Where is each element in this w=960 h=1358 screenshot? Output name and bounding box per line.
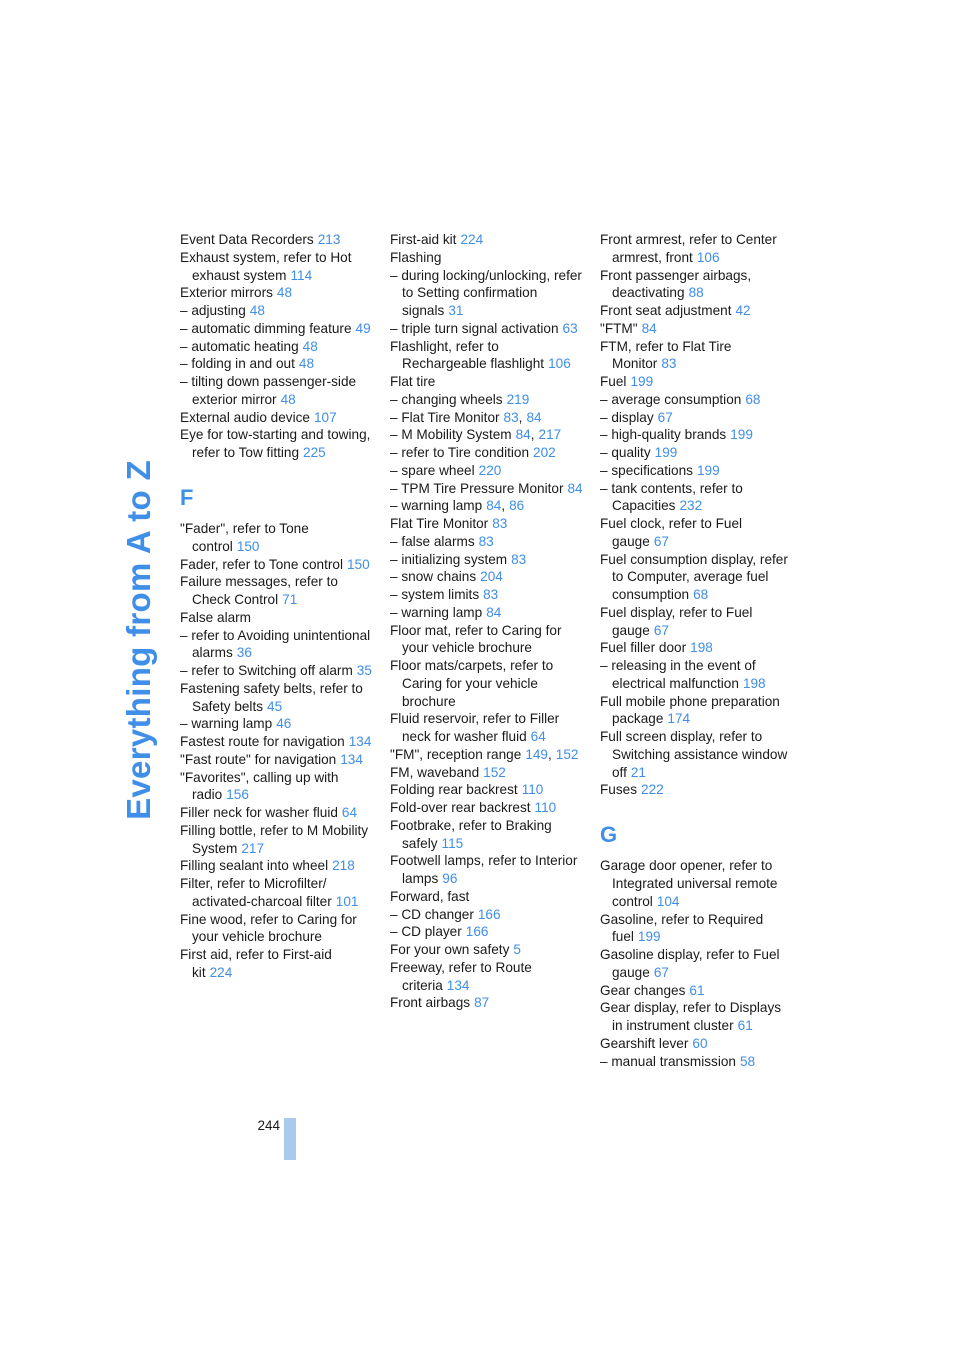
index-entry-term: – adjusting: [180, 303, 246, 318]
index-entry: [600, 946, 795, 982]
index-entry-term: Fluid reservoir, refer to Filler neck for washer fluid: [390, 711, 560, 744]
page-reference-link[interactable]: 152: [555, 746, 579, 762]
index-entry: [390, 622, 585, 658]
index-entry: [180, 715, 375, 733]
page-reference-link[interactable]: 83: [478, 533, 494, 549]
index-entry-term: – during locking/unlocking, refer to Setting confirmation signals: [390, 267, 582, 318]
page-reference-link[interactable]: 84: [515, 427, 531, 443]
index-entry-term: – high-quality brands: [600, 427, 727, 443]
page-reference-link[interactable]: 48: [280, 391, 296, 407]
index-entry: [180, 751, 375, 769]
index-entry: [180, 320, 375, 338]
page-reference-link[interactable]: 224: [209, 964, 233, 980]
index-entry: [600, 551, 795, 604]
index-entry: [390, 515, 585, 533]
page-reference-link[interactable]: 110: [534, 800, 557, 815]
page-reference-link[interactable]: 83: [661, 356, 677, 372]
page-reference-link[interactable]: 104: [656, 893, 680, 909]
page-reference-link[interactable]: 36: [236, 645, 252, 661]
index-entry: [180, 520, 375, 556]
index-entry-term: Gasoline display, refer to Fuel gauge: [600, 947, 780, 980]
index-entry-term: Folding rear backrest: [390, 782, 518, 798]
index-entry: [600, 409, 795, 427]
index-entry-term: Front armrest, refer to Center armrest, front: [600, 232, 777, 265]
page-reference-link[interactable]: 83: [492, 516, 508, 531]
index-entry-term: Exhaust system, refer to Hot exhaust system: [180, 249, 352, 283]
page-reference-link[interactable]: 21: [630, 764, 646, 780]
page-reference-link[interactable]: 58: [740, 1053, 756, 1069]
page-reference-link[interactable]: 199: [637, 929, 661, 945]
index-entry-term: Gear display, refer to Displays in instrument cluster: [600, 1000, 782, 1033]
page-reference-link[interactable]: 49: [355, 320, 371, 336]
index-entry-term: – snow chains: [390, 569, 477, 585]
page-reference-link[interactable]: 198: [742, 675, 766, 691]
index-entry-term: Failure messages, refer to Check Control: [180, 574, 338, 607]
page-reference-link[interactable]: 46: [276, 716, 292, 732]
page-reference-link[interactable]: 88: [688, 285, 704, 301]
index-entry-term: – folding in and out: [180, 356, 295, 372]
index-entry-term: Event Data Recorders: [180, 232, 314, 247]
index-entry: [180, 857, 375, 875]
index-entry: [180, 556, 375, 574]
page-reference-link[interactable]: 60: [692, 1035, 708, 1051]
index-entry-term: – initializing system: [390, 551, 508, 567]
page-reference-link[interactable]: 5: [513, 942, 521, 957]
page-reference-link[interactable]: 107: [313, 409, 337, 425]
index-entry-term: Filter, refer to Microfilter/ activated-charcoal filter: [180, 876, 332, 909]
index-entry: [390, 710, 585, 746]
page-reference-link[interactable]: 67: [657, 409, 673, 425]
index-entry-term: Gear changes: [600, 982, 686, 998]
index-entry-term: First-aid kit: [390, 232, 457, 247]
page-reference-link[interactable]: 83: [503, 409, 519, 425]
page-reference-link[interactable]: 198: [690, 640, 713, 656]
index-entry: [180, 946, 375, 982]
index-entry: [390, 568, 585, 586]
index-entry-term: – refer to Tire condition: [390, 445, 530, 460]
index-entry-term: Eye for tow-starting and towing, refer to Tow fitting: [180, 427, 371, 460]
page-reference-link[interactable]: 84: [567, 480, 583, 496]
index-entry-term: – automatic heating: [180, 338, 299, 354]
page-reference-link[interactable]: 106: [548, 356, 571, 372]
index-entry: [390, 267, 585, 320]
page-reference-link[interactable]: 174: [667, 711, 691, 727]
index-entry-term: – false alarms: [390, 533, 475, 549]
index-entry: [600, 639, 795, 657]
index-entry-term: Fader, refer to Tone control: [180, 556, 343, 572]
index-column-2: [390, 231, 585, 1012]
index-entry: [390, 764, 585, 782]
index-entry: [180, 284, 375, 302]
index-entry: [390, 373, 585, 391]
page-reference-link[interactable]: 84: [486, 498, 502, 514]
page-reference-link[interactable]: 48: [276, 285, 293, 301]
index-entry-term: – warning lamp: [180, 716, 273, 732]
page-reference-link[interactable]: 35: [356, 663, 372, 678]
index-entry: [600, 728, 795, 781]
page-reference-link[interactable]: 224: [460, 232, 484, 247]
index-entry-term: Flat Tire Monitor: [390, 516, 489, 531]
page-ref-separator: ,: [548, 746, 552, 762]
index-entry-term: Fold-over rear backrest: [390, 800, 531, 815]
index-group-g: [600, 857, 795, 1070]
index-entry: [180, 822, 375, 858]
index-entry-term: Footbrake, refer to Braking safely: [390, 817, 552, 851]
section-letter-g: G: [600, 821, 618, 847]
page-reference-link[interactable]: 48: [249, 303, 265, 318]
index-entry: [390, 338, 585, 374]
index-entry: [180, 609, 375, 627]
index-entry: [180, 875, 375, 911]
page-reference-link[interactable]: 222: [641, 782, 664, 798]
page-reference-link[interactable]: 166: [477, 906, 501, 922]
index-entry: [390, 604, 585, 622]
index-entry-term: FM, waveband: [390, 764, 480, 780]
page-reference-link[interactable]: 84: [526, 409, 542, 425]
index-entry: [180, 355, 375, 373]
index-column-1: [180, 231, 375, 982]
index-entry-term: – spare wheel: [390, 462, 475, 478]
index-entry-term: Fuel clock, refer to Fuel gauge: [600, 516, 743, 549]
page-reference-link[interactable]: 134: [348, 734, 372, 749]
index-entry-term: – CD changer: [390, 906, 474, 922]
index-entry-term: False alarm: [180, 609, 252, 625]
page-ref-separator: ,: [501, 498, 506, 514]
index-entry-term: Fuses: [600, 782, 638, 798]
page-reference-link[interactable]: 225: [303, 445, 326, 460]
index-entry: [390, 551, 585, 569]
index-entry: [180, 338, 375, 356]
index-entry: [600, 982, 795, 1000]
page-reference-link[interactable]: 219: [506, 391, 530, 407]
index-column-3: [600, 231, 795, 1070]
index-entry: [390, 391, 585, 409]
page-reference-link[interactable]: 114: [290, 267, 313, 283]
page-reference-link[interactable]: 61: [689, 982, 705, 998]
index-entry-term: Exterior mirrors: [180, 285, 273, 301]
page-reference-link[interactable]: 71: [282, 592, 298, 607]
page-reference-link[interactable]: 67: [653, 533, 669, 549]
index-entry: [180, 662, 375, 680]
index-entry: [180, 680, 375, 716]
index-entry-term: – average consumption: [600, 391, 742, 407]
page-marker-bar: [284, 1118, 296, 1160]
page-reference-link[interactable]: 48: [302, 338, 318, 354]
index-entry-term: Fine wood, refer to Caring for your vehicle brochure: [180, 911, 357, 945]
index-entry: [180, 911, 375, 947]
page-reference-link[interactable]: 217: [538, 427, 562, 443]
page-reference-link[interactable]: 217: [241, 840, 265, 856]
index-entry: [390, 959, 585, 995]
index-entry-term: – M Mobility System: [390, 427, 512, 443]
index-entry: [600, 857, 795, 910]
index-entry-term: – Flat Tire Monitor: [390, 409, 500, 425]
index-entry: [180, 804, 375, 822]
index-group-f: [180, 520, 375, 982]
index-entry-term: Fuel filler door: [600, 640, 687, 656]
index-entry: [390, 533, 585, 551]
index-entry-term: – quality: [600, 445, 651, 460]
index-entry-term: – changing wheels: [390, 391, 503, 407]
index-entry: [390, 249, 585, 267]
index-entry: [180, 373, 375, 409]
index-entry-term: Flashlight, refer to Rechargeable flashlight: [390, 338, 545, 372]
page-number: 244: [257, 1118, 280, 1133]
index-entry: [390, 799, 585, 817]
index-entry: [390, 320, 585, 338]
index-entry-term: – manual transmission: [600, 1053, 736, 1069]
index-entry-term: – specifications: [600, 462, 693, 478]
page-reference-link[interactable]: 86: [509, 498, 525, 514]
page-reference-link[interactable]: 87: [474, 995, 490, 1011]
index-entry-term: Gasoline, refer to Required fuel: [600, 911, 764, 945]
page-reference-link[interactable]: 134: [340, 751, 363, 767]
index-entry-term: – system limits: [390, 587, 480, 602]
page-reference-link[interactable]: 232: [679, 498, 703, 514]
side-section-title: [119, 230, 159, 1050]
index-entry-term: – triple turn signal activation: [390, 320, 559, 336]
index-entry: [390, 444, 585, 462]
index-entry-term: External audio device: [180, 409, 310, 425]
index-entry: [600, 480, 795, 516]
page-ref-separator: ,: [530, 427, 535, 443]
index-entry-term: "Fader", refer to Tone control: [180, 521, 309, 554]
page-reference-link[interactable]: 204: [480, 569, 503, 585]
page-reference-link[interactable]: 64: [530, 729, 546, 744]
index-entry: [600, 999, 795, 1035]
index-entry-term: "FM", reception range: [390, 746, 522, 762]
index-entry: [390, 746, 585, 764]
page-reference-link[interactable]: 220: [478, 462, 502, 478]
index-entry: [180, 733, 375, 751]
index-entry-term: Fastening safety belts, refer to Safety belts: [180, 680, 363, 714]
section-letter-f: F: [180, 484, 194, 510]
index-entry: [390, 409, 585, 427]
index-entry: [600, 391, 795, 409]
index-entry-term: Footwell lamps, refer to Interior lamps: [390, 853, 578, 886]
index-entry-term: – refer to Avoiding unintentional alarms: [180, 627, 371, 661]
page-reference-link[interactable]: 149: [525, 746, 548, 762]
index-group-f-continued: [390, 231, 585, 1012]
page-reference-link[interactable]: 64: [341, 805, 358, 820]
index-entry: [390, 462, 585, 480]
index-entry-term: Fastest route for navigation: [180, 734, 345, 749]
index-entry-term: For your own safety: [390, 942, 510, 957]
page-reference-link[interactable]: 202: [533, 445, 556, 460]
index-entry: [390, 941, 585, 959]
index-entry-term: – releasing in the event of electrical malfunction: [600, 658, 756, 691]
index-entry-term: Fuel display, refer to Fuel gauge: [600, 604, 753, 638]
page-reference-link[interactable]: 166: [465, 924, 489, 940]
page-reference-link[interactable]: 83: [483, 587, 499, 602]
index-entry: [390, 817, 585, 853]
index-group-e: [180, 231, 375, 462]
index-entry: [600, 462, 795, 480]
index-entry: [180, 409, 375, 427]
index-entry: [390, 906, 585, 924]
side-section-title-text: Everything from A to Z: [120, 460, 157, 820]
index-entry: [600, 267, 795, 303]
index-entry-term: Fuel consumption display, refer to Computer, average fuel consumption: [600, 551, 788, 602]
index-group-f-end: [600, 231, 795, 799]
index-entry: [600, 231, 795, 267]
index-entry-term: – CD player: [390, 924, 462, 940]
index-entry: [390, 852, 585, 888]
index-entry: [600, 604, 795, 640]
page-reference-link[interactable]: 150: [346, 556, 370, 572]
page-reference-link[interactable]: 213: [317, 232, 341, 247]
index-entry: [390, 231, 585, 249]
index-entry-term: "Favorites", calling up with radio: [180, 769, 339, 803]
index-entry-term: – tilting down passenger-side exterior mirror: [180, 374, 357, 407]
index-entry-term: Forward, fast: [390, 888, 470, 904]
index-entry-term: "FTM": [600, 320, 638, 336]
index-entry: [180, 627, 375, 663]
page-reference-link[interactable]: 42: [735, 303, 751, 318]
index-entry: [600, 1035, 795, 1053]
index-entry: [390, 923, 585, 941]
index-entry-term: "Fast route" for navigation: [180, 751, 337, 767]
index-entry: [390, 586, 585, 604]
index-entry: [390, 480, 585, 498]
page-reference-link[interactable]: 61: [737, 1018, 753, 1033]
index-entry: [390, 657, 585, 710]
index-entry-term: Flashing: [390, 249, 442, 265]
page-reference-link[interactable]: 63: [562, 320, 578, 336]
page-reference-link[interactable]: 110: [521, 782, 544, 798]
page-reference-link[interactable]: 218: [332, 858, 355, 874]
index-entry: [600, 693, 795, 729]
index-entry: [600, 657, 795, 693]
index-entry-term: – warning lamp: [390, 498, 483, 514]
page-reference-link[interactable]: 84: [641, 320, 657, 336]
page-reference-link[interactable]: 199: [696, 462, 720, 478]
index-entry: [390, 426, 585, 444]
page-reference-link[interactable]: 106: [696, 249, 720, 265]
index-entry-term: Filling sealant into wheel: [180, 858, 329, 874]
index-entry-term: – display: [600, 409, 654, 425]
page-reference-link[interactable]: 152: [483, 764, 506, 780]
index-entry-term: Front airbags: [390, 995, 471, 1011]
index-entry-term: – refer to Switching off alarm: [180, 663, 353, 678]
index-entry: [390, 888, 585, 906]
index-entry: [390, 781, 585, 799]
index-entry-term: Freeway, refer to Route criteria: [390, 959, 532, 993]
index-entry-term: Full mobile phone preparation package: [600, 693, 780, 727]
index-entry-term: Fuel: [600, 374, 627, 389]
index-entry: [600, 338, 795, 374]
page-reference-link[interactable]: 199: [730, 427, 753, 443]
index-entry-term: – warning lamp: [390, 604, 483, 620]
page-reference-link[interactable]: 134: [446, 977, 470, 993]
index-entry-term: Flat tire: [390, 374, 436, 389]
index-entry-term: First aid, refer to First-aid kit: [180, 947, 332, 980]
page-reference-link[interactable]: 45: [267, 698, 283, 714]
index-entry-term: Full screen display, refer to Switching assistance window off: [600, 729, 788, 780]
index-entry-term: Garage door opener, refer to Integrated universal remote control: [600, 858, 778, 909]
page-reference-link[interactable]: 67: [653, 622, 669, 638]
index-entry-term: Gearshift lever: [600, 1035, 689, 1051]
page-ref-separator: ,: [518, 409, 523, 425]
index-entry: [390, 994, 585, 1012]
index-entry: [600, 781, 795, 799]
index-entry: [600, 426, 795, 444]
index-entry: [600, 302, 795, 320]
index-entry: [390, 497, 585, 515]
page-reference-link[interactable]: 199: [654, 445, 678, 460]
index-entry: [600, 911, 795, 947]
page-reference-link[interactable]: 115: [441, 835, 464, 851]
page-reference-link[interactable]: 199: [630, 374, 654, 389]
page-reference-link[interactable]: 67: [653, 964, 669, 980]
index-entry: [600, 444, 795, 462]
index-entry-term: – tank contents, refer to Capacities: [600, 480, 743, 514]
page-reference-link[interactable]: 83: [511, 551, 527, 567]
page-reference-link[interactable]: 150: [236, 538, 260, 554]
index-entry: [180, 769, 375, 805]
index-entry-term: Filler neck for washer fluid: [180, 805, 338, 820]
index-entry-term: Floor mat, refer to Caring for your vehicle brochure: [390, 622, 562, 656]
index-entry: [180, 249, 375, 285]
page-reference-link[interactable]: 96: [442, 871, 458, 886]
page-reference-link[interactable]: 156: [226, 787, 249, 803]
page-reference-link[interactable]: 48: [298, 356, 315, 372]
index-entry-term: Filling bottle, refer to M Mobility System: [180, 822, 369, 856]
index-entry-term: – TPM Tire Pressure Monitor: [390, 480, 564, 496]
index-entry-term: FTM, refer to Flat Tire Monitor: [600, 338, 732, 372]
index-entry: [180, 426, 375, 462]
index-entry-term: Floor mats/carpets, refer to Caring for your vehicle brochure: [390, 658, 554, 709]
index-entry-term: Front seat adjustment: [600, 303, 732, 318]
page-reference-link[interactable]: 84: [486, 604, 502, 620]
index-entry-term: Front passenger airbags, deactivating: [600, 267, 752, 301]
index-entry: [600, 320, 795, 338]
index-entry: [600, 515, 795, 551]
page-reference-link[interactable]: 68: [745, 391, 761, 407]
index-entry: [180, 231, 375, 249]
page-reference-link[interactable]: 31: [448, 303, 464, 318]
index-entry: [180, 302, 375, 320]
index-entry: [180, 573, 375, 609]
page-reference-link[interactable]: 68: [693, 587, 709, 602]
index-entry: [600, 1053, 795, 1071]
page-reference-link[interactable]: 101: [335, 893, 359, 909]
index-entry: [600, 373, 795, 391]
index-entry-term: – automatic dimming feature: [180, 320, 352, 336]
